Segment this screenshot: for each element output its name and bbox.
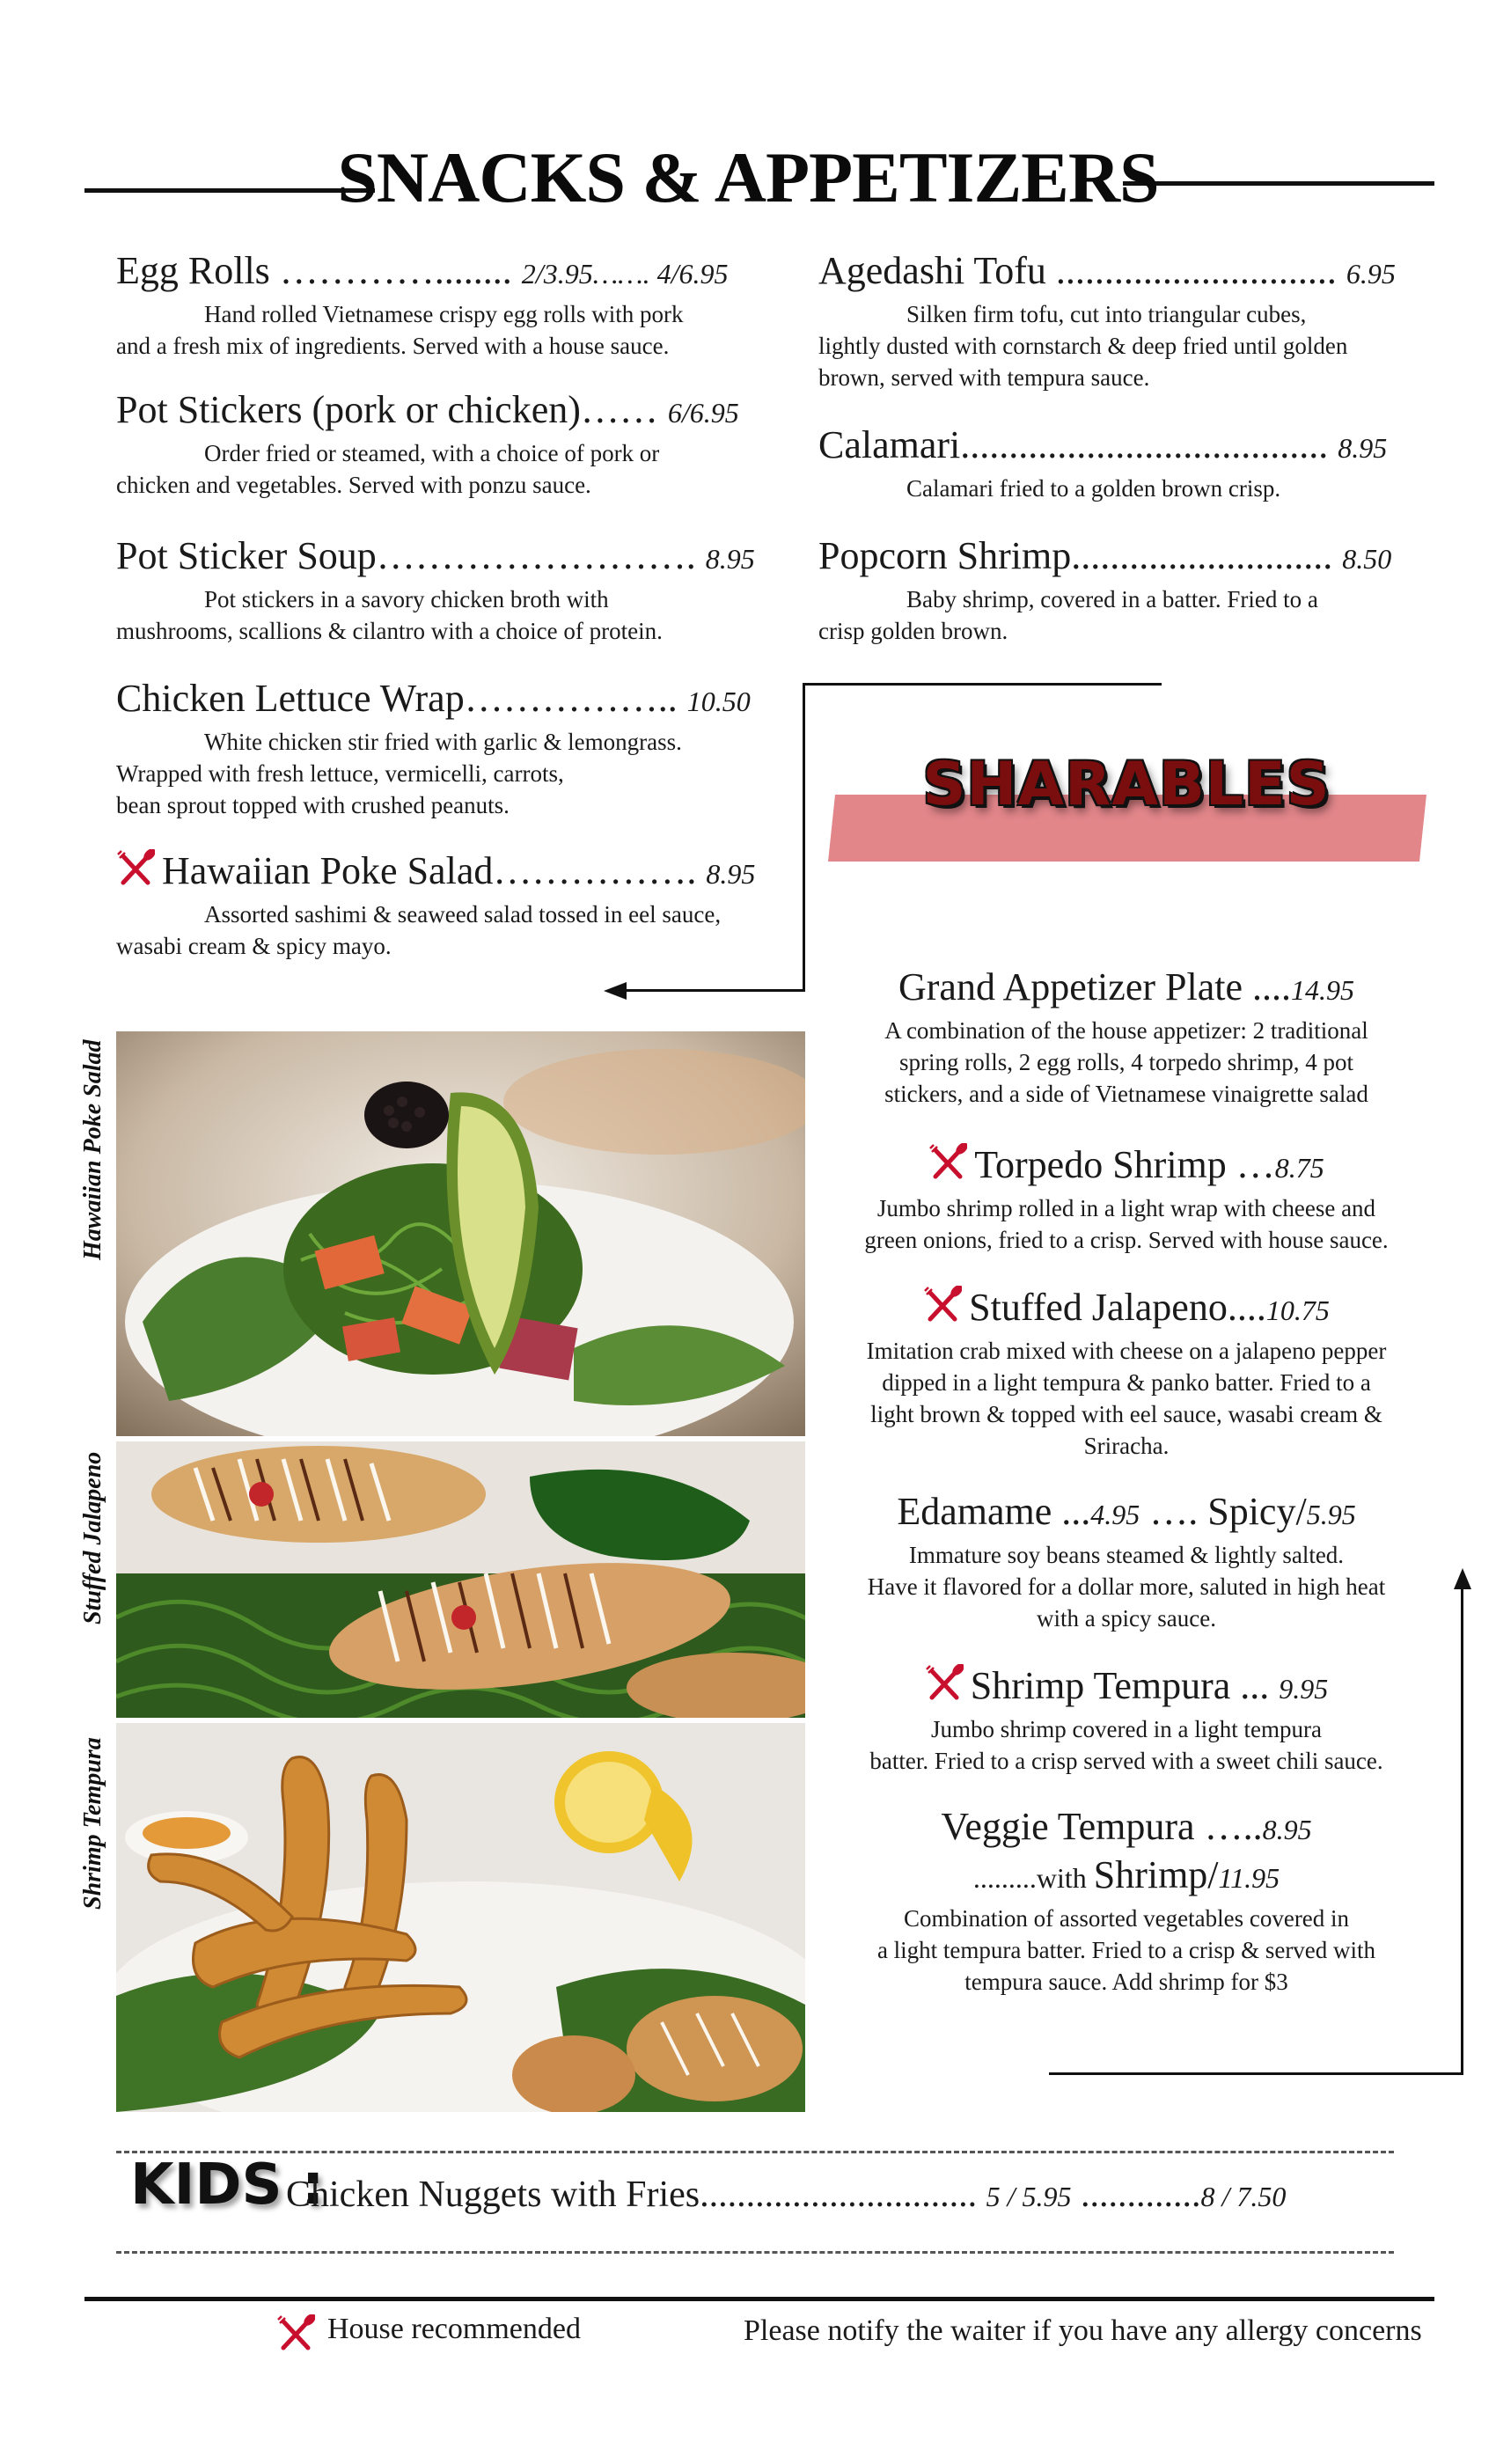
desc-line: bean sprout topped with crushed peanuts. bbox=[116, 792, 510, 818]
item-dots: ... bbox=[1230, 1664, 1280, 1707]
item-description bbox=[818, 1335, 1434, 1462]
item-dots: ... bbox=[1052, 1490, 1091, 1533]
sharable-grand-appetizer-plate bbox=[818, 964, 1434, 1110]
item-description bbox=[818, 1713, 1434, 1777]
kids-label: KIDS : bbox=[130, 2152, 325, 2218]
connector-top-horizontal bbox=[803, 683, 1162, 686]
item-name: Hawaiian Poke Salad bbox=[162, 849, 494, 892]
item-description bbox=[818, 1539, 1434, 1634]
item-description bbox=[818, 1015, 1434, 1110]
menu-item-chicken-lettuce-wrap bbox=[116, 676, 794, 821]
desc-line: light brown & topped with eel sauce, wasabi cream & bbox=[870, 1401, 1382, 1427]
desc-line: batter. Fried to a crisp served with a sweet chili sauce. bbox=[869, 1748, 1383, 1774]
item-dots: … bbox=[1226, 1143, 1275, 1186]
item-price: 8.95 bbox=[706, 858, 756, 890]
connector-bottom-vertical bbox=[1461, 1584, 1463, 2075]
item-price: 9.95 bbox=[1279, 1673, 1329, 1705]
item-price: 8.95 bbox=[705, 543, 755, 575]
item-dots: ........................... bbox=[1071, 534, 1343, 577]
item-description bbox=[818, 1903, 1434, 1998]
desc-line: Immature soy beans steamed & lightly salted. bbox=[908, 1542, 1345, 1568]
desc-line: stickers, and a side of Vietnamese vinaigrette salad bbox=[884, 1081, 1368, 1107]
item-heading bbox=[818, 964, 1434, 1013]
item-heading bbox=[116, 248, 794, 297]
utensils-cross-icon bbox=[923, 1286, 962, 1324]
desc-line: A combination of the house appetizer: 2 traditional bbox=[884, 1017, 1368, 1044]
desc-line: wasabi cream & spicy mayo. bbox=[116, 933, 392, 959]
menu-item-pot-stickers bbox=[116, 387, 794, 501]
item-heading bbox=[818, 248, 1434, 297]
item-dots: ...................................... bbox=[960, 423, 1338, 466]
desc-line: brown, served with tempura sauce. bbox=[818, 364, 1150, 391]
kids-item-name: Chicken Nuggets with Fries bbox=[286, 2174, 700, 2215]
sharable-stuffed-jalapeno bbox=[818, 1285, 1434, 1462]
item-dots: …… bbox=[580, 388, 668, 431]
menu-item-agedashi-tofu bbox=[818, 248, 1434, 393]
item-dots-spicy: …. Spicy/ bbox=[1140, 1490, 1307, 1533]
arrow-up-icon bbox=[1452, 1568, 1473, 1589]
item-dots: .... bbox=[1242, 965, 1291, 1008]
kids-item-price-2: 8 / 7.50 bbox=[1200, 2181, 1287, 2212]
page-title: SNACKS & APPETIZERS bbox=[337, 137, 1159, 217]
item-description bbox=[116, 898, 803, 962]
sharable-torpedo-shrimp bbox=[818, 1142, 1434, 1256]
connector-top-arrow-shaft bbox=[616, 989, 805, 992]
desc-line: mushrooms, scallions & cilantro with a choice of protein. bbox=[116, 618, 663, 644]
item-name: Chicken Lettuce Wrap bbox=[116, 677, 465, 720]
sharable-edamame bbox=[818, 1489, 1434, 1634]
item-price-spicy: 5.95 bbox=[1306, 1499, 1356, 1530]
item-name: Veggie Tempura bbox=[941, 1805, 1195, 1848]
item-heading bbox=[116, 848, 803, 897]
item-name: Pot Stickers (pork or chicken) bbox=[116, 388, 581, 431]
item-price: 4.95 bbox=[1090, 1499, 1140, 1530]
item-name: Edamame bbox=[897, 1490, 1052, 1533]
utensils-cross-icon bbox=[116, 849, 155, 888]
photo-stuffed-jalapeno bbox=[116, 1441, 805, 1718]
item-name: Popcorn Shrimp bbox=[818, 534, 1072, 577]
item-name: Pot Sticker Soup bbox=[116, 534, 377, 577]
connector-bottom-horizontal bbox=[1049, 2072, 1463, 2075]
photo-hawaiian-poke-salad bbox=[116, 1031, 805, 1436]
footer-allergy-note: Please notify the waiter if you have any allergy concerns bbox=[744, 2314, 1422, 2347]
desc-line: Jumbo shrimp covered in a light tempura bbox=[931, 1716, 1322, 1742]
footer-rule bbox=[84, 2297, 1434, 2301]
menu-item-calamari bbox=[818, 422, 1434, 504]
item-heading bbox=[818, 1663, 1434, 1712]
item-name: Shrimp Tempura bbox=[970, 1664, 1231, 1707]
desc-line: lightly dusted with cornstarch & deep fried until golden bbox=[818, 333, 1348, 359]
item-description bbox=[818, 1192, 1434, 1256]
desc-line: Pot stickers in a savory chicken broth with bbox=[204, 586, 609, 612]
photo-label-tempura: Shrimp Tempura bbox=[79, 1737, 106, 1910]
item-dots: ............................. bbox=[1045, 249, 1346, 292]
item-dots: …………........ bbox=[269, 249, 522, 292]
menu-item-pot-sticker-soup bbox=[116, 533, 794, 647]
utensils-cross-icon bbox=[925, 1664, 964, 1703]
desc-line: green onions, fried to a crisp. Served with house sauce. bbox=[864, 1227, 1389, 1253]
kids-item-price: 5 / 5.95 bbox=[986, 2181, 1072, 2212]
desc-line: Imitation crab mixed with cheese on a jalapeno pepper bbox=[866, 1338, 1387, 1364]
item-name: Agedashi Tofu bbox=[818, 249, 1046, 292]
item-heading bbox=[818, 533, 1434, 582]
desc-line: Calamari fried to a golden brown crisp. bbox=[906, 475, 1281, 502]
item-heading bbox=[818, 422, 1434, 471]
photo-label-poke: Hawaiian Poke Salad bbox=[79, 1039, 106, 1260]
kids-dashed-rule-bottom bbox=[116, 2251, 1394, 2254]
item-name: Torpedo Shrimp bbox=[974, 1143, 1227, 1186]
utensils-cross-icon bbox=[276, 2314, 315, 2353]
shrimp-tempura-image bbox=[116, 1723, 805, 2112]
footer-legend: House recommended bbox=[327, 2313, 581, 2345]
item-heading bbox=[818, 1489, 1434, 1537]
desc-line: Order fried or steamed, with a choice of pork or bbox=[204, 440, 660, 466]
desc-line: Combination of assorted vegetables covered in bbox=[903, 1905, 1350, 1932]
arrow-left-icon bbox=[604, 980, 627, 1001]
kids-item bbox=[286, 2174, 1286, 2216]
item-price: 6.95 bbox=[1346, 258, 1396, 290]
photo-label-jalapeno: Stuffed Jalapeno bbox=[79, 1451, 106, 1624]
item-description bbox=[818, 473, 1434, 504]
item-dots: ……………. bbox=[493, 849, 707, 892]
desc-line: tempura sauce. Add shrimp for $3 bbox=[964, 1969, 1288, 1995]
desc-line: a light tempura batter. Fried to a crisp & served with bbox=[876, 1937, 1376, 1963]
item-price: 8.75 bbox=[1274, 1152, 1324, 1184]
item-heading bbox=[116, 533, 794, 582]
item-description bbox=[116, 298, 794, 362]
item-price: 14.95 bbox=[1290, 974, 1354, 1006]
item-dots: …………….. bbox=[464, 677, 687, 720]
item-sub-price: 11.95 bbox=[1218, 1862, 1280, 1894]
item-sub-prefix: .........with bbox=[972, 1862, 1094, 1894]
item-heading bbox=[116, 387, 794, 436]
desc-line: Silken firm tofu, cut into triangular cubes, bbox=[906, 301, 1307, 327]
item-dots: .... bbox=[1227, 1286, 1266, 1329]
item-dots: ……………………. bbox=[376, 534, 706, 577]
item-heading bbox=[818, 1285, 1434, 1333]
item-heading bbox=[818, 1142, 1434, 1191]
connector-top-vertical bbox=[803, 683, 805, 991]
item-sub-name: Shrimp/ bbox=[1093, 1853, 1219, 1896]
item-price: 10.75 bbox=[1265, 1294, 1330, 1326]
item-price: 8.95 bbox=[1338, 432, 1388, 464]
desc-line: Jumbo shrimp rolled in a light wrap with cheese and bbox=[876, 1195, 1376, 1221]
desc-line: Assorted sashimi & seaweed salad tossed in eel sauce, bbox=[204, 901, 722, 928]
kids-item-dots-2: ............. bbox=[1071, 2174, 1201, 2215]
item-price: 8.50 bbox=[1342, 543, 1392, 575]
utensils-cross-icon bbox=[928, 1143, 967, 1182]
desc-line: chicken and vegetables. Served with ponzu sauce. bbox=[116, 472, 591, 498]
kids-item-dots: .............................. bbox=[700, 2174, 986, 2215]
item-name: Stuffed Jalapeno bbox=[969, 1286, 1228, 1329]
item-price: 8.95 bbox=[1262, 1814, 1312, 1845]
item-name: Grand Appetizer Plate bbox=[898, 965, 1243, 1008]
desc-line: Sriracha. bbox=[1083, 1433, 1170, 1459]
menu-item-egg-rolls bbox=[116, 248, 794, 362]
photo-shrimp-tempura bbox=[116, 1723, 805, 2112]
item-dots: ….. bbox=[1194, 1805, 1263, 1848]
item-description bbox=[116, 583, 794, 647]
item-subheading bbox=[818, 1852, 1434, 1901]
desc-line: and a fresh mix of ingredients. Served with a house sauce. bbox=[116, 333, 670, 359]
item-description bbox=[116, 726, 794, 821]
item-price: 2/3.95……. 4/6.95 bbox=[521, 258, 729, 290]
item-description bbox=[818, 298, 1434, 393]
desc-line: dipped in a light tempura & panko batter. Fried to a bbox=[882, 1369, 1371, 1396]
desc-line: spring rolls, 2 egg rolls, 4 torpedo shrimp, 4 pot bbox=[899, 1049, 1353, 1075]
item-description bbox=[818, 583, 1434, 647]
menu-item-hawaiian-poke-salad bbox=[116, 848, 803, 962]
item-heading bbox=[818, 1804, 1434, 1852]
desc-line: Wrapped with fresh lettuce, vermicelli, carrots, bbox=[116, 760, 564, 787]
sharable-shrimp-tempura bbox=[818, 1663, 1434, 1777]
desc-line: crisp golden brown. bbox=[818, 618, 1008, 644]
sharable-veggie-tempura bbox=[818, 1804, 1434, 1998]
desc-line: Baby shrimp, covered in a batter. Fried to a bbox=[906, 586, 1318, 612]
item-price: 6/6.95 bbox=[667, 397, 739, 429]
sharables-title: SHARABLES bbox=[922, 750, 1331, 819]
stuffed-jalapeno-image bbox=[116, 1441, 805, 1718]
desc-line: White chicken stir fried with garlic & lemongrass. bbox=[204, 729, 682, 755]
item-name: Calamari bbox=[818, 423, 961, 466]
desc-line: Hand rolled Vietnamese crispy egg rolls with pork bbox=[204, 301, 684, 327]
desc-line: with a spicy sauce. bbox=[1037, 1605, 1216, 1632]
item-description bbox=[116, 437, 794, 501]
menu-item-popcorn-shrimp bbox=[818, 533, 1434, 647]
item-price: 10.50 bbox=[686, 686, 751, 717]
item-heading bbox=[116, 676, 794, 724]
desc-line: Have it flavored for a dollar more, saluted in high heat bbox=[867, 1573, 1386, 1600]
poke-salad-image bbox=[116, 1031, 805, 1436]
item-name: Egg Rolls bbox=[116, 249, 270, 292]
